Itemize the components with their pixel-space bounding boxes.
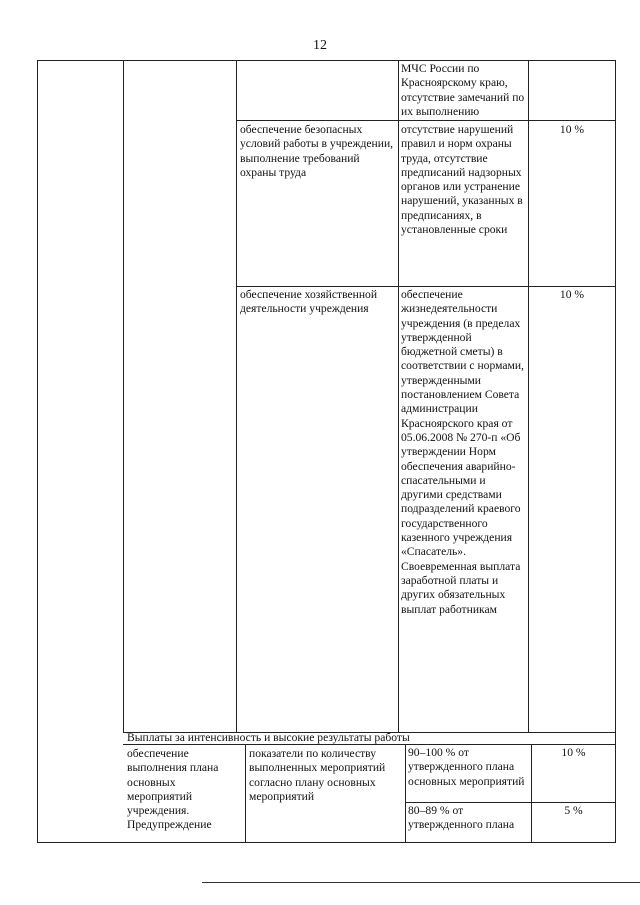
scan-edge-line (202, 882, 640, 883)
plan-criteria-2: 80–89 % от утвержденного плана (408, 804, 515, 832)
plan-criteria-1: 90–100 % от утвержденного плана основных мероприятий (408, 746, 525, 788)
safety-value: 10 % (559, 123, 585, 136)
plan-name: обеспечение выполнения плана основных мероприятий учреждения. Предупреждение (127, 747, 219, 832)
table-border-right (615, 60, 616, 842)
mchs-criteria: МЧС России по Красноярскому краю, отсутствие замечаний по их выполнению (401, 62, 525, 118)
row-divider-3 (405, 802, 616, 803)
plan-value-2: 5 % (564, 804, 583, 817)
plan-indicator: показатели по количеству выполненных мероприятий согласно плану основных мероприятий (249, 747, 386, 803)
column-divider-3b (405, 744, 406, 842)
section-header: Выплаты за интенсивность и высокие результаты работы (127, 731, 410, 744)
household-indicator: обеспечение хозяйственной деятельности учреждения (240, 288, 378, 316)
table-border-left (37, 60, 38, 842)
page-number: 12 (313, 38, 327, 53)
row-divider-1 (236, 120, 616, 121)
household-criteria: обеспечение жизнедеятельности учреждения (в пределах утвержденной бюджетной сметы) в соответствии с нормами, утвержденными постановлением Совета администрации Красноярского края от 05.06.2008 № 270-п «Об утверждении Норм обеспечения аварийно-спасательными и другими средствами подразделений краевого государственного казенного учреждения «Спасатель». Своевременная выплата заработной платы и других обязательных выплат работникам (401, 288, 524, 616)
column-divider-2b (245, 744, 246, 842)
table-border-bottom (37, 842, 616, 843)
criteria-table (37, 60, 616, 842)
safety-criteria: отсутствие нарушений правил и норм охраны труда, отсутствие предписаний надзорных органов или устранение нарушений, указанных в предписаниях, в установленные сроки (401, 123, 523, 237)
plan-value-1: 10 % (561, 746, 586, 759)
household-value: 10 % (559, 288, 585, 301)
row-divider-2 (236, 286, 616, 287)
column-divider-3 (398, 60, 399, 732)
table-border-top (37, 60, 616, 61)
safety-indicator: обеспечение безопасных условий работы в учреждении, выполнение требований охраны труда (240, 123, 394, 179)
column-divider-4 (528, 60, 529, 732)
column-divider-2 (236, 60, 237, 732)
column-divider-1 (123, 60, 124, 732)
